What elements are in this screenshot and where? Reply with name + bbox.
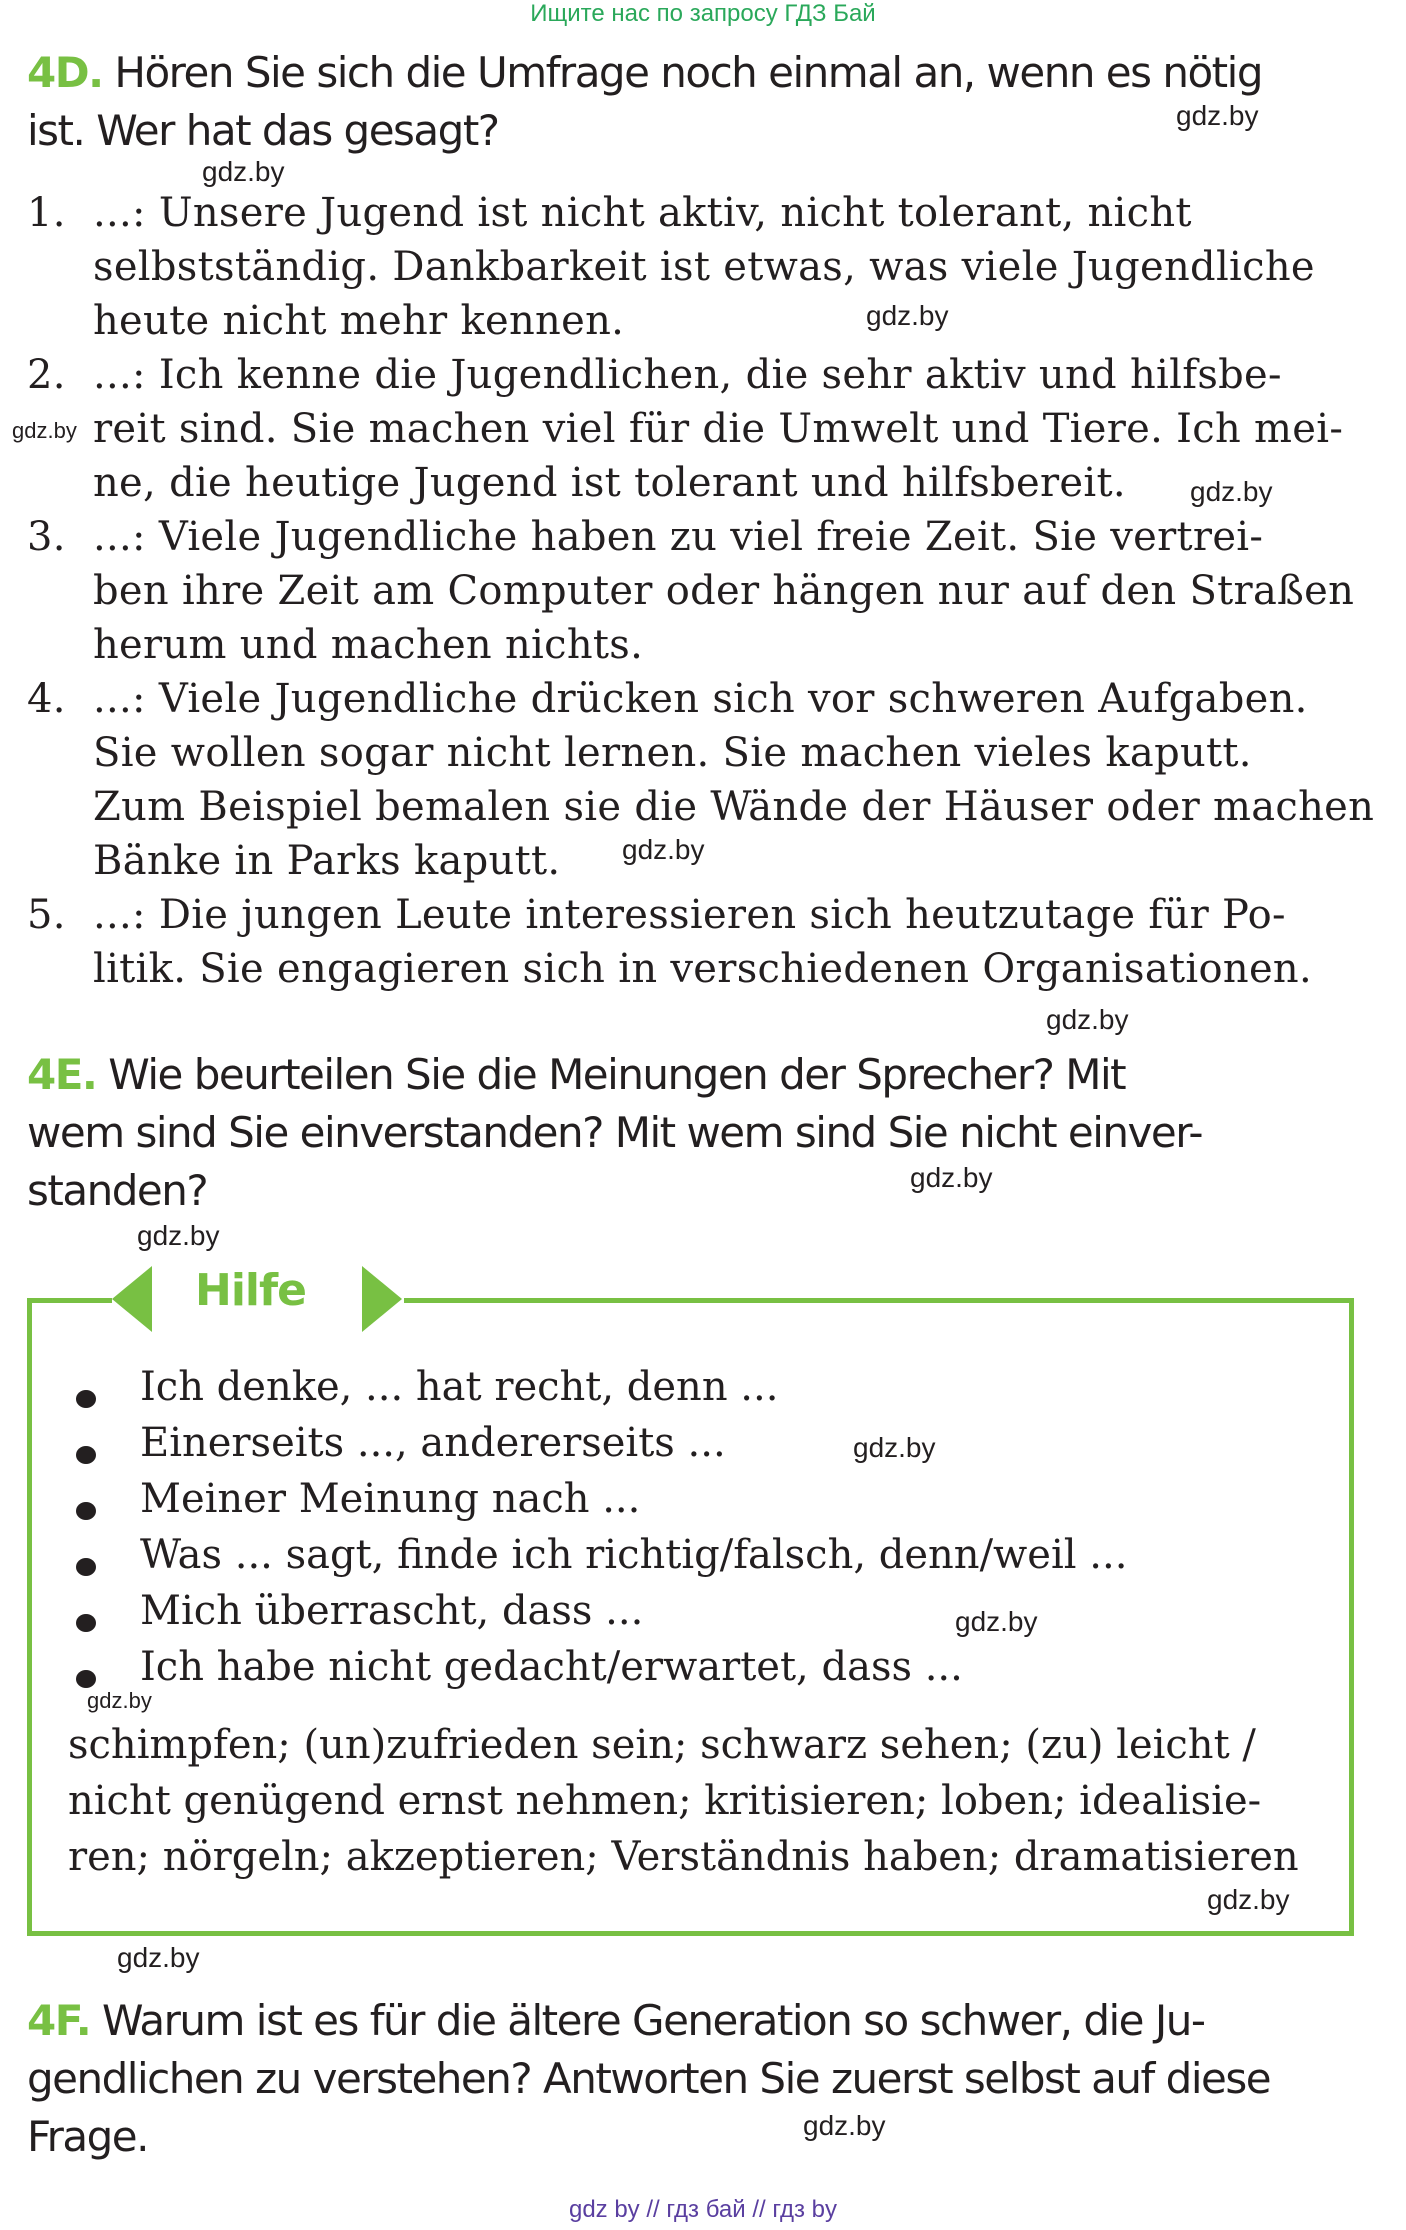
- item-number: 3.: [27, 514, 66, 560]
- watermark: gdz.by: [137, 1220, 220, 1251]
- item-line: ...: Viele Jugendliche haben zu viel freie Zeit. Sie vertrei-: [93, 514, 1264, 560]
- item-line: litik. Sie engagieren sich in verschiedenen Organisationen.: [93, 946, 1312, 992]
- watermark: gdz.by: [910, 1162, 993, 1193]
- item-line: heute nicht mehr kennen.: [93, 298, 625, 344]
- watermark: gdz.by: [12, 418, 77, 443]
- phrase-item: Ich denke, ... hat recht, denn ...: [140, 1364, 779, 1410]
- arrow-left-icon: [112, 1266, 152, 1332]
- bullet-icon: [76, 1502, 96, 1520]
- exercise-tag: 4E.: [27, 1050, 97, 1099]
- exercise-4f-heading-line2: gendlichen zu verstehen? Antworten Sie zuerst selbst auf diese: [27, 2054, 1271, 2103]
- item-number: 2.: [27, 352, 66, 398]
- item-line: ben ihre Zeit am Computer oder hängen nur auf den Straßen: [93, 568, 1355, 614]
- item-line: ...: Viele Jugendliche drücken sich vor schweren Aufgaben.: [93, 676, 1308, 722]
- heading-line: Wie beurteilen Sie die Meinungen der Sprecher? Mit: [96, 1050, 1126, 1099]
- exercise-tag: 4F.: [27, 1996, 91, 2045]
- top-banner[interactable]: Ищите нас по запросу ГДЗ Бай: [530, 0, 876, 27]
- watermark: gdz.by: [803, 2110, 886, 2141]
- item-line: Zum Beispiel bemalen sie die Wände der Häuser oder machen: [93, 784, 1375, 830]
- watermark: gdz.by: [1176, 100, 1259, 131]
- exercise-4f-heading-line3: Frage.: [27, 2112, 148, 2161]
- vocab-line: nicht genügend ernst nehmen; kritisieren; loben; idealisie-: [68, 1778, 1262, 1824]
- item-number: 1.: [27, 190, 66, 236]
- item-line: reit sind. Sie machen viel für die Umwelt und Tiere. Ich mei-: [93, 406, 1344, 452]
- phrase-item: Mich überrascht, dass ...: [140, 1588, 644, 1634]
- hilfe-title: Hilfe: [195, 1265, 306, 1316]
- phrase-item: Einerseits ..., andererseits ...: [140, 1420, 726, 1466]
- bullet-icon: [76, 1558, 96, 1576]
- phrase-item: Ich habe nicht gedacht/erwartet, dass ...: [140, 1644, 963, 1690]
- exercise-4e-heading-line3: standen?: [27, 1166, 208, 1215]
- exercise-tag: 4D.: [27, 48, 103, 97]
- bullet-icon: [76, 1446, 96, 1464]
- phrase-item: Meiner Meinung nach ...: [140, 1476, 641, 1522]
- exercise-4e-heading-line2: wem sind Sie einverstanden? Mit wem sind Sie nicht einver-: [27, 1108, 1202, 1157]
- watermark: gdz.by: [955, 1606, 1038, 1637]
- bullet-icon: [76, 1390, 96, 1408]
- watermark: gdz.by: [866, 300, 949, 331]
- item-line: ne, die heutige Jugend ist tolerant und hilfsbereit.: [93, 460, 1126, 506]
- bullet-icon: [76, 1614, 96, 1632]
- item-line: ...: Unsere Jugend ist nicht aktiv, nicht tolerant, nicht: [93, 190, 1192, 236]
- item-number: 5.: [27, 892, 66, 938]
- heading-line: Hören Sie sich die Umfrage noch einmal an, wenn es nötig: [102, 48, 1262, 97]
- item-line: ...: Die jungen Leute interessieren sich heutzutage für Po-: [93, 892, 1286, 938]
- exercise-4e-heading: [27, 1046, 1125, 1104]
- item-line: ...: Ich kenne die Jugendlichen, die sehr aktiv und hilfsbe-: [93, 352, 1282, 398]
- item-line: herum und machen nichts.: [93, 622, 644, 668]
- watermark: gdz.by: [622, 834, 705, 865]
- watermark: gdz.by: [853, 1432, 936, 1463]
- watermark: gdz.by: [117, 1942, 200, 1973]
- item-number: 4.: [27, 676, 66, 722]
- item-line: Sie wollen sogar nicht lernen. Sie machen vieles kaputt.: [93, 730, 1252, 776]
- vocab-line: ren; nörgeln; akzeptieren; Verständnis haben; dramatisieren: [68, 1834, 1299, 1880]
- watermark: gdz.by: [87, 1688, 152, 1713]
- heading-line: Warum ist es für die ältere Generation so schwer, die Ju-: [90, 1996, 1205, 2045]
- item-line: Bänke in Parks kaputt.: [93, 838, 561, 884]
- watermark: gdz.by: [1046, 1004, 1129, 1035]
- watermark: gdz.by: [1190, 476, 1273, 507]
- bullet-icon: [76, 1670, 96, 1688]
- arrow-right-icon: [362, 1266, 402, 1332]
- watermark: gdz.by: [1207, 1884, 1290, 1915]
- phrase-item: Was ... sagt, finde ich richtig/falsch, denn/weil ...: [140, 1532, 1128, 1578]
- exercise-4d-heading-line2: ist. Wer hat das gesagt?: [27, 106, 499, 155]
- exercise-4f-heading: [27, 1992, 1205, 2050]
- item-line: selbstständig. Dankbarkeit ist etwas, was viele Jugendliche: [93, 244, 1315, 290]
- vocab-line: schimpfen; (un)zufrieden sein; schwarz sehen; (zu) leicht /: [68, 1722, 1256, 1768]
- watermark: gdz.by: [202, 156, 285, 187]
- exercise-4d-heading: [27, 44, 1262, 102]
- footer-links[interactable]: gdz by // гдз бай // гдз by: [568, 2196, 838, 2223]
